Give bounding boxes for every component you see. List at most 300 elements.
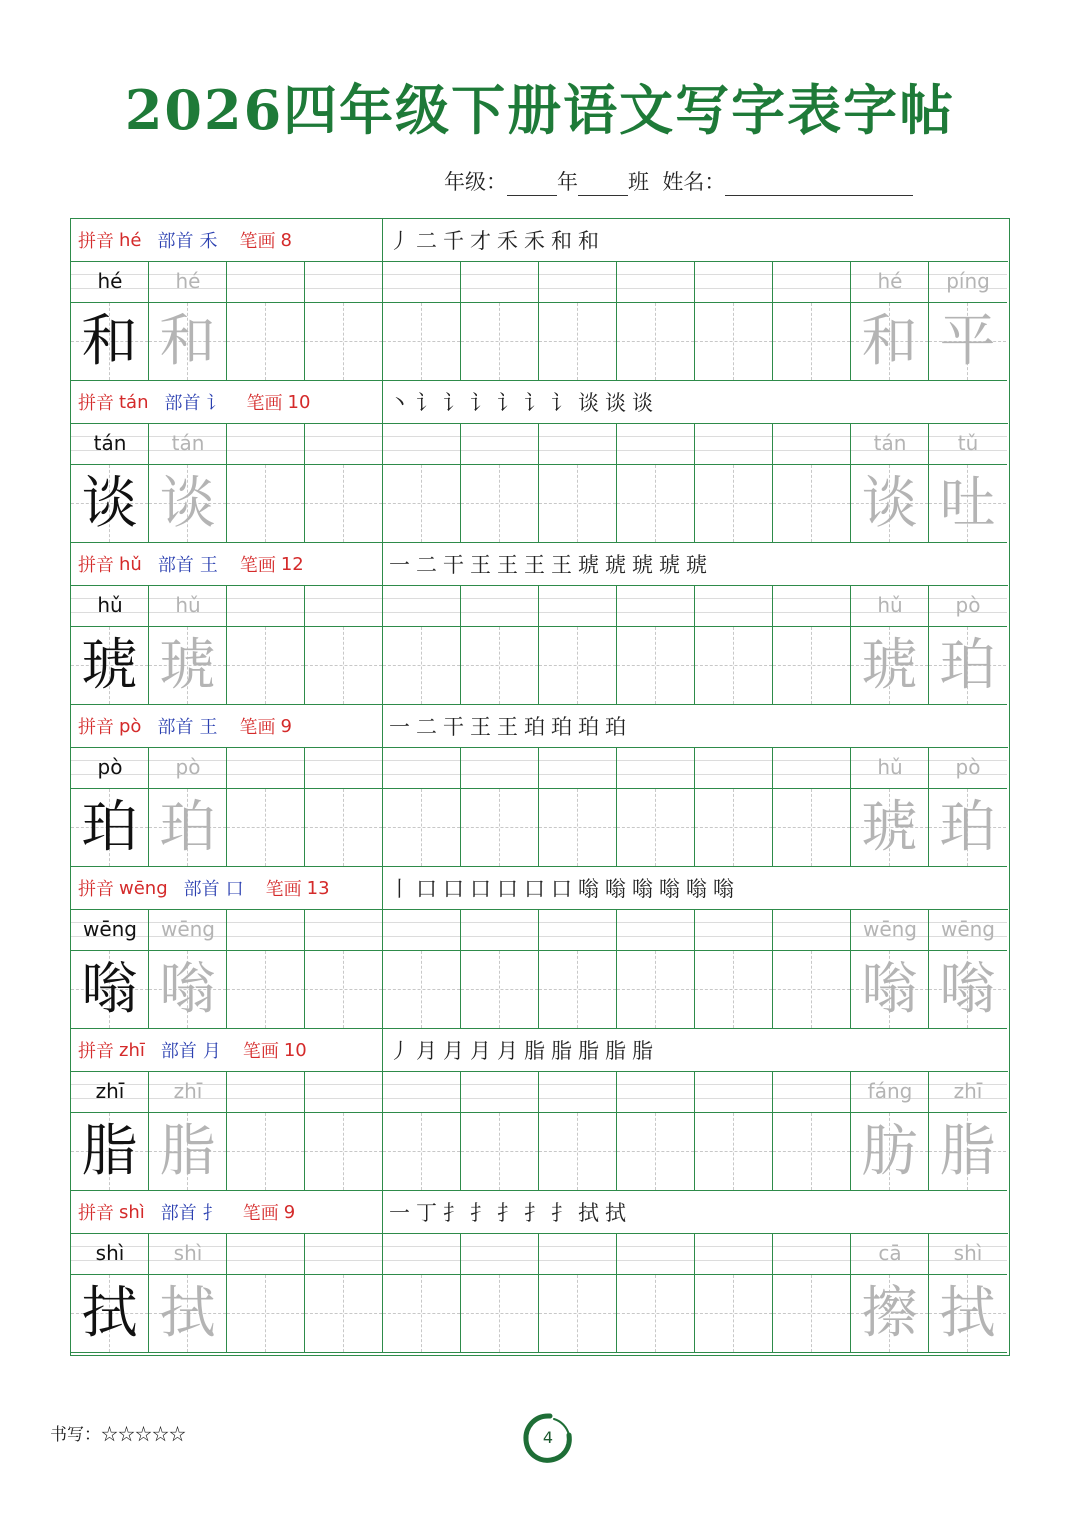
pinyin-cell[interactable]: [461, 423, 539, 465]
writing-cell[interactable]: [227, 1113, 305, 1191]
rating-label: 书写：: [50, 1425, 101, 1445]
stroke-step: 王: [470, 715, 492, 739]
pinyin-cell[interactable]: [305, 1233, 383, 1275]
stroke-step: 脂: [524, 1039, 546, 1063]
stroke-step: 禾: [497, 229, 519, 253]
model-character: 谈: [81, 471, 138, 536]
trace-character: 脂: [939, 1119, 996, 1184]
pinyin-cell: [149, 1071, 227, 1113]
pinyin-cell[interactable]: [617, 423, 695, 465]
stroke-step: 琥: [686, 553, 708, 577]
pinyin-cell: [929, 423, 1007, 465]
page-number: 4: [542, 1428, 554, 1447]
pinyin-cell[interactable]: [305, 747, 383, 789]
pinyin-cell[interactable]: [461, 909, 539, 951]
pinyin-cell[interactable]: [617, 747, 695, 789]
writing-cell[interactable]: [617, 951, 695, 1029]
pinyin-cell[interactable]: [695, 261, 773, 303]
stroke-count: 9: [280, 715, 292, 737]
pinyin-cell[interactable]: [305, 909, 383, 951]
writing-cell[interactable]: [617, 303, 695, 381]
pinyin-text: pò: [97, 755, 123, 779]
writing-cell[interactable]: [383, 1275, 461, 1353]
trace-character: 琥: [861, 795, 918, 860]
pinyin-text: pò: [175, 755, 201, 779]
writing-cell: [929, 789, 1007, 867]
writing-cell[interactable]: [305, 1113, 383, 1191]
character-block: [71, 867, 1008, 1029]
writing-cell[interactable]: [383, 627, 461, 705]
writing-cell: [149, 1275, 227, 1353]
pinyin-cell[interactable]: [539, 909, 617, 951]
pinyin-cell: [149, 585, 227, 627]
pinyin-text: wēng: [940, 917, 996, 941]
pinyin-cell: [71, 261, 149, 303]
pinyin-cell[interactable]: [305, 261, 383, 303]
name-blank[interactable]: [725, 175, 913, 196]
pinyin-cell[interactable]: [617, 1071, 695, 1113]
pinyin-label: 拼音: [78, 393, 114, 414]
pinyin-text: wēng: [160, 917, 216, 941]
pinyin-cell[interactable]: [539, 1233, 617, 1275]
practice-grid: [70, 218, 1010, 1356]
stroke-step: 讠: [551, 391, 573, 415]
model-character: 琥: [81, 633, 138, 698]
pinyin-cell[interactable]: [227, 1071, 305, 1113]
pinyin-text: fáng: [867, 1079, 913, 1103]
pinyin-value: wēng: [119, 877, 168, 899]
pinyin-cell: [851, 909, 929, 951]
character-meta: [71, 219, 383, 261]
pinyin-cell: [929, 747, 1007, 789]
pinyin-cell: [929, 261, 1007, 303]
trace-character: 拭: [939, 1281, 996, 1346]
writing-rating: [50, 1420, 186, 1445]
model-character: 脂: [81, 1119, 138, 1184]
stroke-step: 脂: [605, 1039, 627, 1063]
pinyin-cell[interactable]: [305, 1071, 383, 1113]
stroke-count: 9: [283, 1201, 296, 1223]
radical-label: 部首: [157, 231, 194, 252]
stroke-step: 丶: [389, 391, 411, 415]
pinyin-text: zhī: [953, 1079, 983, 1103]
writing-cell[interactable]: [227, 627, 305, 705]
character-block: [71, 705, 1008, 867]
radical-label: 部首: [157, 717, 194, 738]
stroke-step: 王: [551, 553, 573, 577]
writing-cell[interactable]: [383, 951, 461, 1029]
writing-cell[interactable]: [773, 1113, 851, 1191]
writing-cell[interactable]: [227, 789, 305, 867]
pinyin-cell[interactable]: [773, 747, 851, 789]
writing-cell: [851, 1113, 929, 1191]
writing-cell[interactable]: [695, 465, 773, 543]
stroke-step: 王: [470, 553, 492, 577]
pinyin-cell[interactable]: [227, 261, 305, 303]
writing-cell[interactable]: [383, 465, 461, 543]
writing-cell[interactable]: [305, 951, 383, 1029]
page-title: 2026四年级下册语文写字表字帖: [124, 78, 956, 142]
pinyin-cell[interactable]: [461, 261, 539, 303]
student-info: [444, 166, 913, 196]
trace-character: 珀: [159, 795, 216, 860]
stroke-step: 珀: [605, 715, 627, 739]
stroke-step: 讠: [443, 391, 465, 415]
writing-cell[interactable]: [773, 303, 851, 381]
grade-blank[interactable]: [507, 175, 557, 196]
pinyin-cell[interactable]: [305, 423, 383, 465]
stroke-count: 13: [306, 877, 330, 899]
pinyin-cell[interactable]: [695, 747, 773, 789]
writing-cell: [71, 627, 149, 705]
pinyin-cell: [929, 585, 1007, 627]
pinyin-cell[interactable]: [227, 423, 305, 465]
writing-cell[interactable]: [227, 465, 305, 543]
strokes-label: 笔画: [239, 231, 276, 252]
pinyin-cell: [851, 1071, 929, 1113]
writing-cell[interactable]: [383, 1113, 461, 1191]
writing-cell: [149, 789, 227, 867]
stroke-step: 一: [389, 715, 411, 739]
trace-character: 嗡: [861, 957, 918, 1022]
pinyin-cell[interactable]: [695, 1071, 773, 1113]
pinyin-cell[interactable]: [461, 747, 539, 789]
class-blank[interactable]: [578, 175, 628, 196]
stroke-step: 二: [416, 715, 438, 739]
class-label: 班: [628, 170, 649, 194]
pinyin-label: 拼音: [78, 879, 114, 900]
stroke-step: 嗡: [713, 877, 735, 901]
writing-cell[interactable]: [305, 627, 383, 705]
character-meta: [71, 1191, 383, 1233]
character-block: [71, 219, 1008, 381]
stroke-step: 二: [416, 229, 438, 253]
stroke-count: 10: [283, 1039, 307, 1061]
stroke-step: 丿: [389, 229, 411, 253]
pinyin-cell[interactable]: [773, 1233, 851, 1275]
pinyin-text: hǔ: [877, 593, 903, 617]
strokes-label: 笔画: [265, 879, 302, 900]
character-meta: [71, 1029, 383, 1071]
writing-cell[interactable]: [539, 465, 617, 543]
stroke-order: [385, 1029, 659, 1071]
stroke-step: 一: [389, 553, 411, 577]
writing-cell: [149, 465, 227, 543]
pinyin-cell[interactable]: [383, 261, 461, 303]
stroke-step: 珀: [551, 715, 573, 739]
pinyin-cell[interactable]: [383, 1233, 461, 1275]
pinyin-cell[interactable]: [695, 909, 773, 951]
strokes-label: 笔画: [242, 1041, 279, 1062]
stroke-step: 和: [578, 229, 600, 253]
character-header: [71, 867, 1008, 910]
stroke-step: 谈: [605, 391, 627, 415]
trace-character: 拭: [159, 1281, 216, 1346]
stroke-step: 讠: [497, 391, 519, 415]
writing-cell: [851, 789, 929, 867]
pinyin-label: 拼音: [78, 717, 114, 738]
stroke-step: 嗡: [686, 877, 708, 901]
pinyin-cell: [149, 1233, 227, 1275]
writing-cell[interactable]: [695, 627, 773, 705]
pinyin-cell[interactable]: [773, 585, 851, 627]
writing-cell[interactable]: [539, 1113, 617, 1191]
pinyin-text: pò: [955, 593, 981, 617]
writing-cell[interactable]: [539, 789, 617, 867]
writing-cell[interactable]: [227, 1275, 305, 1353]
radical-label: 部首: [183, 879, 220, 900]
pinyin-label: 拼音: [78, 231, 114, 252]
pinyin-text: wēng: [82, 917, 138, 941]
stroke-step: 口: [443, 877, 465, 901]
stroke-step: 嗡: [578, 877, 600, 901]
writing-cell[interactable]: [617, 1275, 695, 1353]
trace-character: 珀: [939, 633, 996, 698]
pinyin-text: tán: [171, 431, 205, 455]
radical-value: 扌: [202, 1203, 221, 1224]
writing-cell[interactable]: [773, 627, 851, 705]
stroke-step: 扌: [497, 1201, 519, 1225]
radical-value: 口: [225, 879, 244, 900]
stroke-step: 嗡: [605, 877, 627, 901]
writing-cell[interactable]: [461, 303, 539, 381]
pinyin-cell[interactable]: [695, 1233, 773, 1275]
trace-character: 珀: [939, 795, 996, 860]
writing-cell[interactable]: [305, 789, 383, 867]
writing-cell[interactable]: [539, 627, 617, 705]
stroke-step: 珀: [578, 715, 600, 739]
stroke-step: 嗡: [632, 877, 654, 901]
trace-character: 脂: [159, 1119, 216, 1184]
writing-cell[interactable]: [305, 303, 383, 381]
pinyin-cell[interactable]: [383, 423, 461, 465]
pinyin-text: zhī: [95, 1079, 125, 1103]
stroke-step: 琥: [605, 553, 627, 577]
pinyin-cell[interactable]: [305, 585, 383, 627]
writing-cell: [929, 465, 1007, 543]
writing-cell[interactable]: [617, 789, 695, 867]
writing-cell[interactable]: [773, 789, 851, 867]
pinyin-cell[interactable]: [461, 1071, 539, 1113]
writing-cell[interactable]: [695, 1275, 773, 1353]
stroke-order: [385, 867, 740, 909]
pinyin-cell[interactable]: [773, 261, 851, 303]
trace-character: 嗡: [159, 957, 216, 1022]
radical-label: 部首: [157, 555, 194, 576]
trace-character: 和: [159, 309, 216, 374]
stroke-step: 扌: [443, 1201, 465, 1225]
pinyin-cell[interactable]: [539, 261, 617, 303]
pinyin-cell[interactable]: [617, 1233, 695, 1275]
pinyin-cell[interactable]: [539, 1071, 617, 1113]
writing-cell[interactable]: [461, 789, 539, 867]
pinyin-cell[interactable]: [539, 585, 617, 627]
pinyin-cell[interactable]: [773, 909, 851, 951]
writing-cell[interactable]: [617, 465, 695, 543]
pinyin-cell: [851, 1233, 929, 1275]
writing-cell: [149, 1113, 227, 1191]
pinyin-text: tǔ: [957, 431, 979, 455]
writing-cell[interactable]: [227, 303, 305, 381]
writing-cell[interactable]: [539, 1275, 617, 1353]
character-header: [71, 219, 1008, 262]
writing-cell[interactable]: [227, 951, 305, 1029]
model-character: 拭: [81, 1281, 138, 1346]
writing-cell[interactable]: [617, 627, 695, 705]
stroke-order: [385, 381, 659, 423]
trace-character: 和: [861, 309, 918, 374]
pinyin-cell[interactable]: [227, 747, 305, 789]
pinyin-cell: [149, 261, 227, 303]
writing-cell[interactable]: [773, 951, 851, 1029]
character-block: [71, 543, 1008, 705]
pinyin-cell: [149, 423, 227, 465]
trace-character: 谈: [159, 471, 216, 536]
writing-cell[interactable]: [461, 465, 539, 543]
pinyin-cell[interactable]: [227, 585, 305, 627]
stroke-step: 口: [551, 877, 573, 901]
writing-cell[interactable]: [383, 789, 461, 867]
pinyin-cell[interactable]: [383, 1071, 461, 1113]
stroke-step: 月: [416, 1039, 438, 1063]
stroke-step: 千: [443, 229, 465, 253]
stroke-step: 月: [470, 1039, 492, 1063]
stroke-step: 脂: [632, 1039, 654, 1063]
writing-cell[interactable]: [773, 1275, 851, 1353]
pinyin-label: 拼音: [78, 555, 114, 576]
writing-cell: [71, 1113, 149, 1191]
writing-cell[interactable]: [695, 789, 773, 867]
writing-cell[interactable]: [305, 1275, 383, 1353]
pinyin-cell: [149, 747, 227, 789]
pinyin-text: hé: [175, 269, 201, 293]
pinyin-cell[interactable]: [461, 1233, 539, 1275]
pinyin-cell[interactable]: [539, 747, 617, 789]
writing-cell[interactable]: [461, 951, 539, 1029]
stroke-step: 干: [443, 715, 465, 739]
pinyin-text: píng: [946, 269, 990, 293]
pinyin-cell[interactable]: [383, 747, 461, 789]
radical-value: 禾: [199, 231, 218, 252]
pinyin-text: hé: [877, 269, 903, 293]
stroke-count: 12: [280, 553, 304, 575]
pinyin-text: cā: [878, 1241, 902, 1265]
pinyin-cell: [851, 585, 929, 627]
writing-cell[interactable]: [305, 465, 383, 543]
writing-cell[interactable]: [461, 1113, 539, 1191]
trace-character: 肪: [861, 1119, 918, 1184]
model-character: 嗡: [81, 957, 138, 1022]
pinyin-label: 拼音: [78, 1041, 114, 1062]
writing-cell[interactable]: [461, 627, 539, 705]
pinyin-cell[interactable]: [383, 585, 461, 627]
pinyin-cell[interactable]: [695, 585, 773, 627]
writing-cell: [929, 1113, 1007, 1191]
writing-cell[interactable]: [695, 1113, 773, 1191]
writing-cell[interactable]: [773, 465, 851, 543]
stroke-step: 一: [389, 1201, 411, 1225]
writing-cell[interactable]: [383, 303, 461, 381]
pinyin-cell[interactable]: [617, 585, 695, 627]
pinyin-cell[interactable]: [227, 909, 305, 951]
stroke-step: 才: [470, 229, 492, 253]
stroke-step: 嗡: [659, 877, 681, 901]
pinyin-cell[interactable]: [461, 585, 539, 627]
pinyin-cell[interactable]: [539, 423, 617, 465]
stroke-step: 琥: [578, 553, 600, 577]
pinyin-text: hǔ: [877, 755, 903, 779]
writing-cell[interactable]: [695, 951, 773, 1029]
writing-cell: [929, 303, 1007, 381]
pinyin-text: tán: [93, 431, 127, 455]
radical-label: 部首: [160, 1203, 197, 1224]
stroke-step: 二: [416, 553, 438, 577]
writing-cell[interactable]: [461, 1275, 539, 1353]
writing-cell[interactable]: [539, 951, 617, 1029]
writing-cell: [851, 951, 929, 1029]
writing-cell: [851, 627, 929, 705]
pinyin-label: 拼音: [78, 1203, 114, 1224]
pinyin-cell: [929, 909, 1007, 951]
pinyin-cell: [929, 1071, 1007, 1113]
writing-cell: [851, 303, 929, 381]
writing-cell[interactable]: [695, 303, 773, 381]
stroke-step: 扌: [551, 1201, 573, 1225]
model-character: 和: [81, 309, 138, 374]
pinyin-text: shì: [173, 1241, 203, 1265]
stroke-step: 脂: [578, 1039, 600, 1063]
writing-cell: [149, 627, 227, 705]
pinyin-cell[interactable]: [617, 909, 695, 951]
stroke-count: 8: [280, 229, 292, 251]
pinyin-cell[interactable]: [617, 261, 695, 303]
name-label: 姓名：: [662, 170, 726, 194]
pinyin-cell[interactable]: [227, 1233, 305, 1275]
pinyin-text: wēng: [862, 917, 918, 941]
pinyin-cell: [851, 747, 929, 789]
pinyin-value: shì: [119, 1201, 145, 1223]
stroke-step: 王: [497, 715, 519, 739]
pinyin-cell: [149, 909, 227, 951]
stroke-step: 脂: [551, 1039, 573, 1063]
pinyin-cell[interactable]: [773, 423, 851, 465]
trace-character: 谈: [861, 471, 918, 536]
stroke-step: 月: [497, 1039, 519, 1063]
stroke-step: 讠: [416, 391, 438, 415]
stroke-step: 口: [416, 877, 438, 901]
pinyin-cell[interactable]: [695, 423, 773, 465]
writing-cell[interactable]: [539, 303, 617, 381]
page-number-badge: [520, 1410, 576, 1466]
pinyin-cell[interactable]: [383, 909, 461, 951]
rating-stars[interactable]: ☆☆☆☆☆: [101, 1425, 186, 1445]
radical-value: 讠: [206, 393, 225, 414]
pinyin-text: zhī: [173, 1079, 203, 1103]
pinyin-value: hé: [119, 229, 142, 251]
model-character: 珀: [81, 795, 138, 860]
pinyin-text: hǔ: [175, 593, 201, 617]
writing-cell[interactable]: [617, 1113, 695, 1191]
character-meta: [71, 867, 383, 909]
strokes-label: 笔画: [242, 1203, 279, 1224]
pinyin-cell[interactable]: [773, 1071, 851, 1113]
character-meta: [71, 705, 383, 747]
strokes-label: 笔画: [239, 717, 276, 738]
character-meta: [71, 381, 383, 423]
stroke-count: 10: [287, 391, 311, 413]
grade-label: 年级：: [444, 170, 507, 194]
stroke-step: 月: [443, 1039, 465, 1063]
